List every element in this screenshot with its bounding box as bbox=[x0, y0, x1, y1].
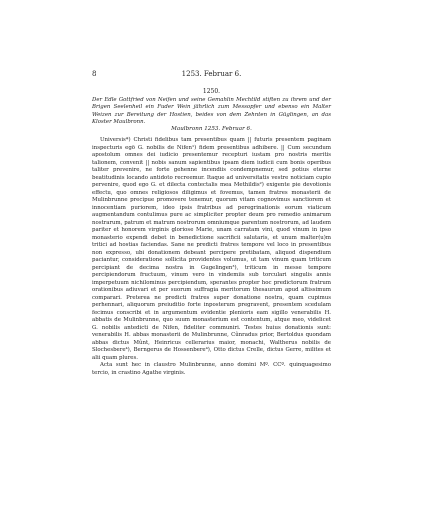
regest-summary: Der Edle Gottfried von Neifen und seine Gemahlin Mechtild stiften zu ihrem und der Brigen Seelenheil ein Fuder Wein jährlich zum Messopfer und ebenso ein Malter Weizen zur Bereitung der Hostien, beides von dem Zehnten in Güglingen, an das Kloster Maulbronn. bbox=[92, 97, 331, 125]
charter-text bbox=[92, 137, 331, 377]
page-number: 8 bbox=[92, 70, 97, 78]
charter-paragraph: Acta sunt hec in claustro Mulinbrunne, anno domini Mº. CCº. quinquagesimo tercio, in crastino Agathe virginis. bbox=[92, 362, 331, 376]
document-number: 1250. bbox=[202, 88, 221, 95]
charter-paragraph: Universis*) Christi fidelibus tam presentibus quam || futuris presentem paginam inspecturis egö G. nobilis de Nifen¹) fidem presentibus adhibere. || Cum secundum apostolum omnes dei iudicio presentemur recepturi iustam pro nostris meritis talionem, convenit || nobis sanum sapientibus ipsam diem iudicii cum bonis operibus taliter prevenire, ne forte gehenne incendiis condempnemur, sed potius eterne beatitudinis locando antidoto recreemur. Itaque ad universitatis vestre noticiam cupio pervenire, quod ego G. et dilecta contectalis mea Methildis²) exigente pie devotionis effectu, quo omnes religiosos diligimus et fovemus, tamen fratres monasterii de Mulinbrunne precipue promovere tenemur, quorum vitam cognovimus sanctiorem et innocentiam puriorem, ideo ipsis fratribus ad peregrinationis eorum viaticum augmentandum contulimus pure ac simpliciter propter deum pro remedio animarum nostrarum, patrum et matrum nostrorum omniumque parentum nostrorum, ad laudem pariter et honorem virginis gloriose Marie, unam carratam vini, quod vinum in ipso monasterio expendi debet in benedictione sacrificii salutaris, et unum malter(u)m tritici ad hostias faciendas. Sane ne predicti fratres tempore vel loco in presentibus non expresso, ubi donationem debeant percipere pretibatam, aliquod dispendium paciantur, consideratione sollicita providentes volumus, ut tam vinum quam triticum percipiant de decima nostra in Gugelingen³), triticum in messe tempore percipiendorum fructuum, vinum vero in vindemiis sub torculari singulis annis imperpetuum nichilominus percipiendum, sperantes propter hoc predictorum fratrum orationibus adiuvari et per suorum suffragia meritorum thesaurum apud altissimum comparari. Preterea ne predicti fratres super donatione nostra, quam cupimus perhennari, aliquorum preiuditio forte inposterum pregravent, presentem scedulam fecimus conscribi et in argumentum evidentie plenioris eam sigillo venerabilis H. abbatis de Mulinbrunne, quo suum monasterium est contentum, atque meo, videlicet G. nobilis antedicti de Nifen, fideliter communiri. Testes huius donationis sunt: venerabilis H. abbas monasterii de Mulinbrunne, Cûnradus prior, Bertoldus quondam abbas dictus Mûnt, Heinricus cellerarius maior, monachi, Waltherus nobilis de Slochesbere⁴), Berngerus de Hossenbere⁴), Otto dictus Crelle, dictus Gerre, milites et alii quam plures. bbox=[92, 137, 331, 361]
place-date-line: Maulbronn 1253. Februar 6. bbox=[171, 126, 252, 132]
header-date: 1253. Februar 6. bbox=[181, 70, 242, 78]
running-header bbox=[92, 70, 331, 80]
